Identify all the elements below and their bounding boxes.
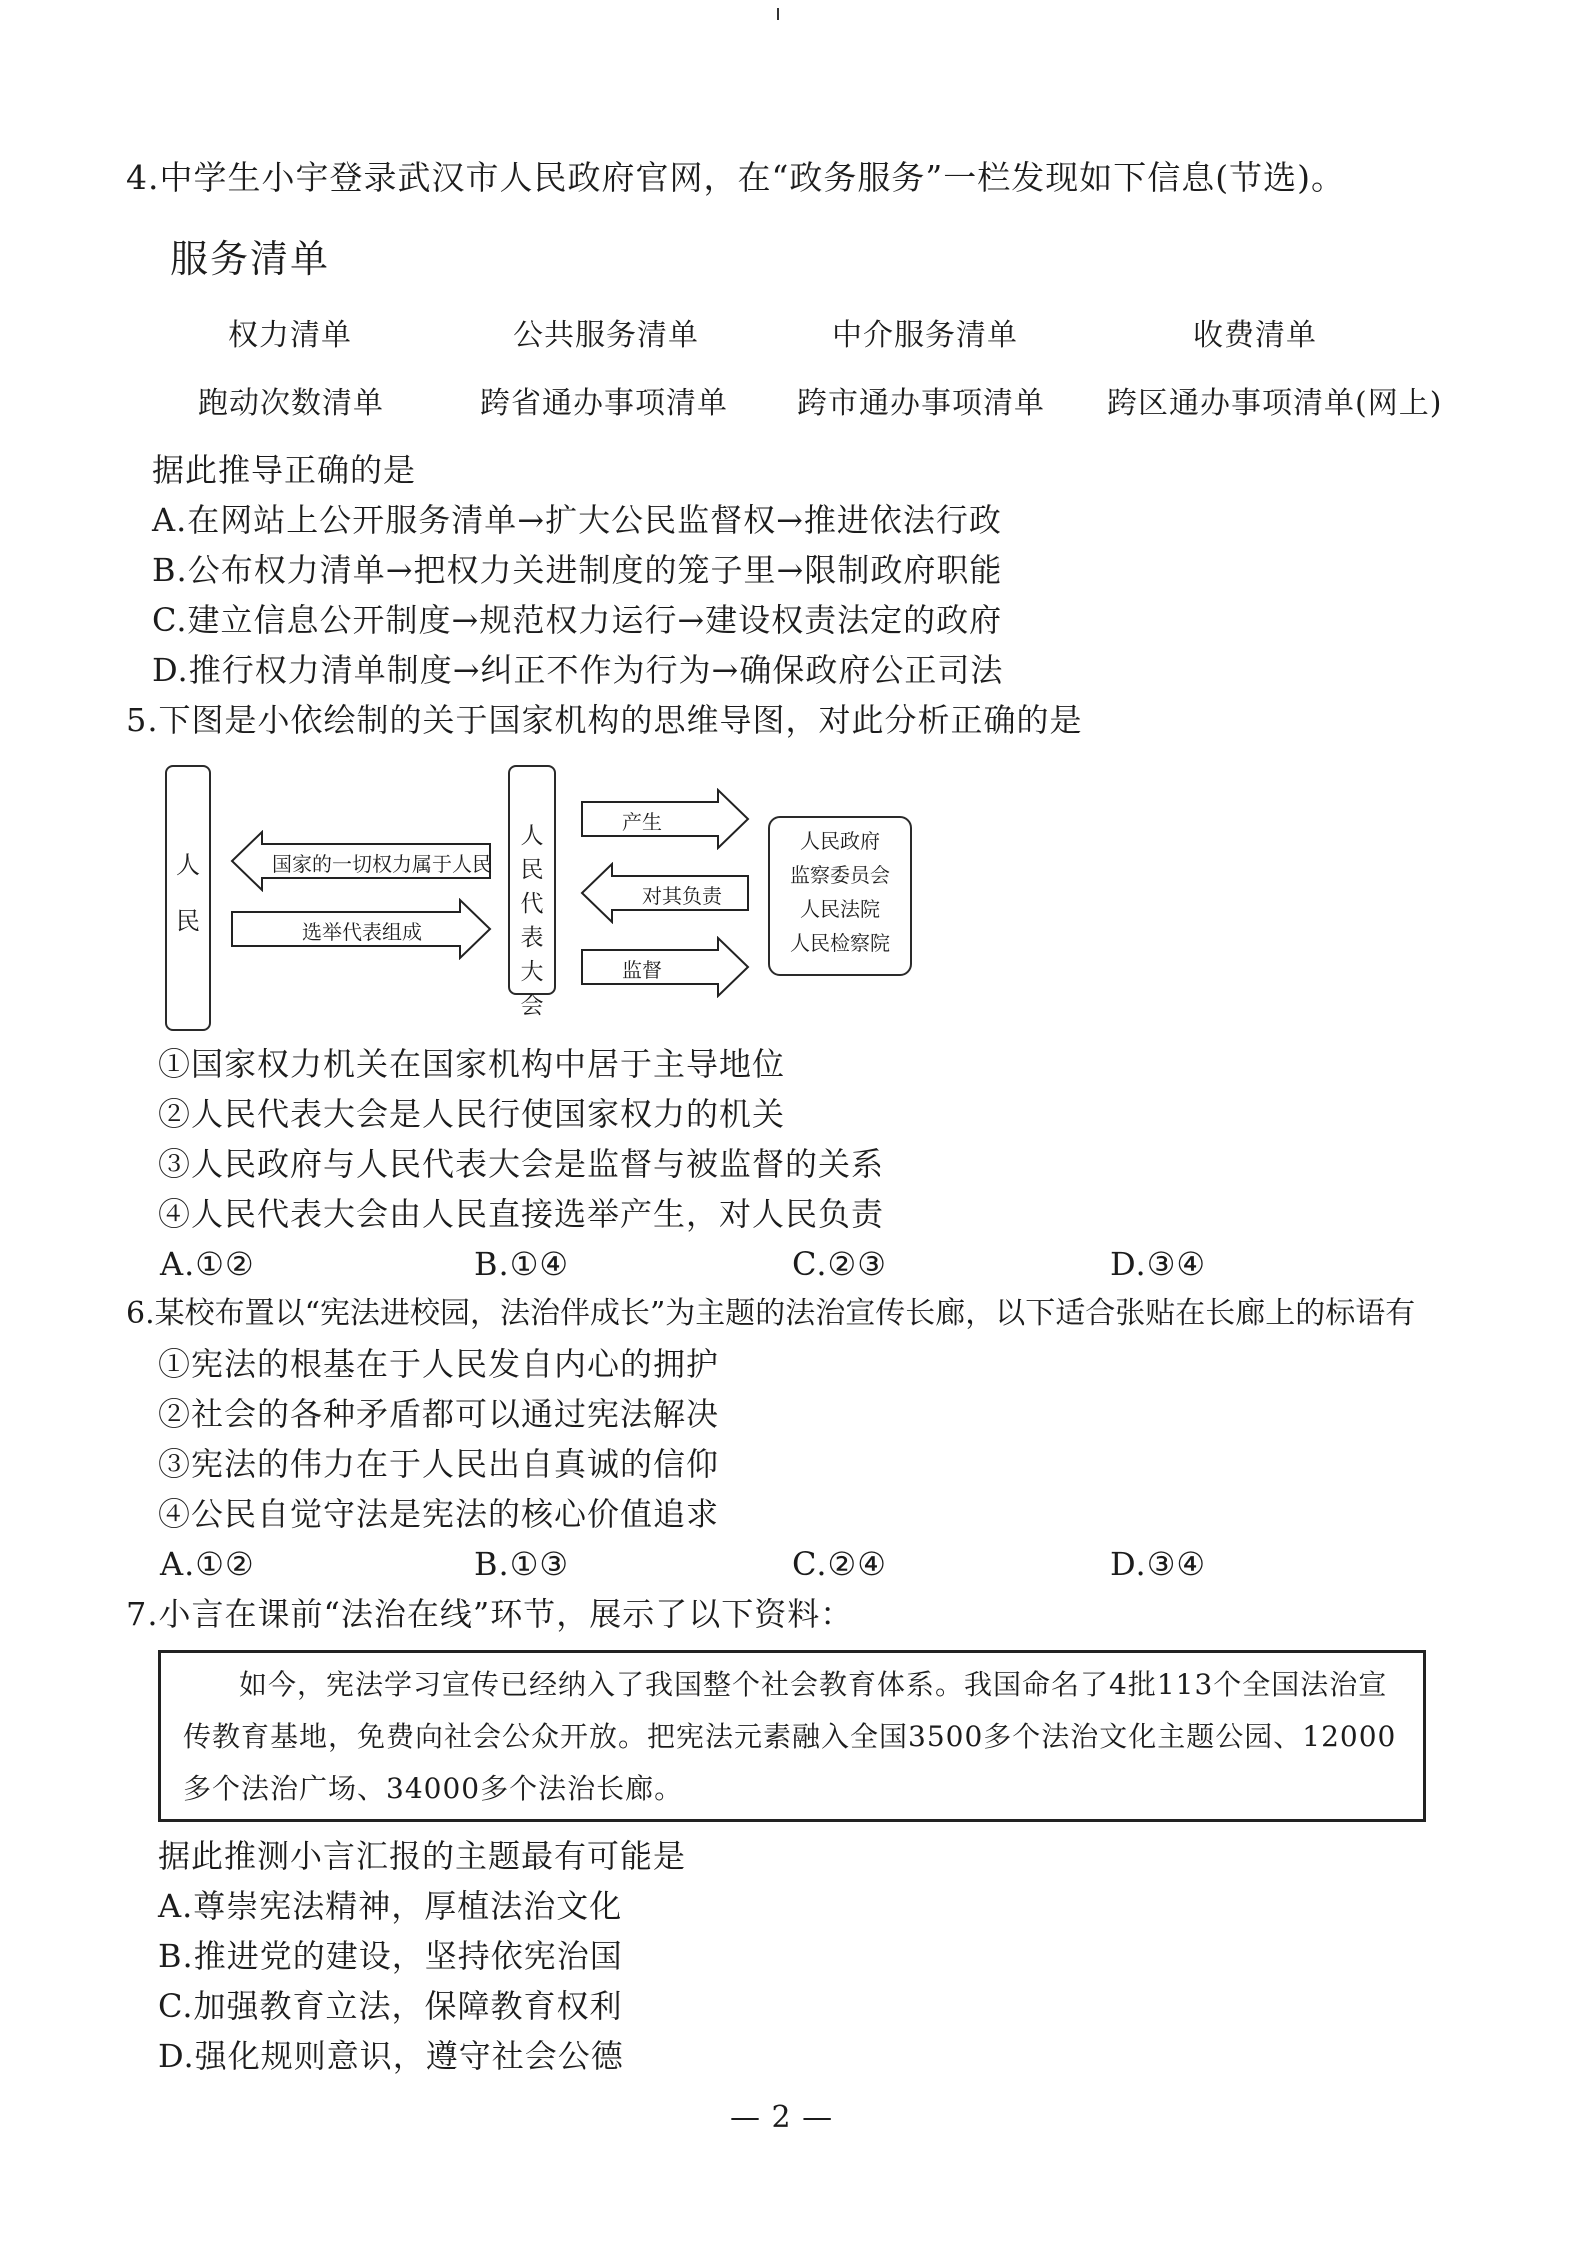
question-7-prompt: 据此推测小言汇报的主题最有可能是 xyxy=(158,1837,687,1875)
organ-item: 人民法院 xyxy=(800,897,880,921)
responsible-label: 对其负责 xyxy=(642,884,722,908)
question-6-choice-c: C.②④ xyxy=(792,1545,887,1583)
organ-item: 人民检察院 xyxy=(790,931,890,955)
question-6-choice-a: A.①② xyxy=(160,1545,255,1583)
congress-box xyxy=(508,765,556,1019)
question-4-prompt: 据此推导正确的是 xyxy=(152,451,417,489)
question-7-option-c: C.加强教育立法，保障教育权利 xyxy=(158,1987,623,2025)
service-item: 中介服务清单 xyxy=(832,318,1018,353)
question-6-statement: ④公民自觉守法是宪法的核心价值追求 xyxy=(158,1495,720,1533)
elect-representatives-arrow xyxy=(230,898,492,960)
state-organs-box xyxy=(768,816,912,976)
power-belongs-to-people-label: 国家的一切权力属于人民 xyxy=(272,852,492,876)
question-5-choice-b: B.①④ xyxy=(474,1245,570,1283)
service-item: 收费清单 xyxy=(1193,318,1317,353)
service-list-heading: 服务清单 xyxy=(170,237,331,281)
supervise-label: 监督 xyxy=(622,958,662,982)
question-7-option-d: D.强化规则意识，遵守社会公德 xyxy=(158,2037,624,2075)
congress-label: 人民代表大会 xyxy=(520,823,544,1019)
service-item: 跨市通办事项清单 xyxy=(797,386,1045,421)
people-box xyxy=(165,765,211,1031)
question-6-choice-b: B.①③ xyxy=(474,1545,570,1583)
elect-representatives-label: 选举代表组成 xyxy=(302,920,422,944)
supervise-arrow xyxy=(580,936,750,998)
question-5-stem: 5.下图是小依绘制的关于国家机构的思维导图，对此分析正确的是 xyxy=(126,701,1083,739)
service-item: 跨区通办事项清单(网上) xyxy=(1107,386,1443,421)
question-4-option-d: D.推行权力清单制度→纠正不作为行为→确保政府公正司法 xyxy=(152,651,1004,689)
question-5-statement: ①国家权力机关在国家机构中居于主导地位 xyxy=(158,1045,786,1083)
scan-mark xyxy=(777,8,779,20)
question-5-choice-a: A.①② xyxy=(160,1245,255,1283)
organ-item: 监察委员会 xyxy=(790,863,890,887)
service-item: 跨省通办事项清单 xyxy=(480,386,728,421)
question-6-choice-d: D.③④ xyxy=(1110,1545,1207,1583)
service-item: 跑动次数清单 xyxy=(198,386,384,421)
question-5-choice-c: C.②③ xyxy=(792,1245,887,1283)
question-5-statement: ④人民代表大会由人民直接选举产生，对人民负责 xyxy=(158,1195,885,1233)
organ-item: 人民政府 xyxy=(800,829,880,853)
page-number: — 2 — xyxy=(730,2100,834,2135)
produce-arrow xyxy=(580,788,750,850)
power-belongs-to-people-arrow xyxy=(230,830,492,892)
question-6-statement: ②社会的各种矛盾都可以通过宪法解决 xyxy=(158,1395,720,1433)
people-label: 人民 xyxy=(176,851,200,935)
responsible-arrow xyxy=(580,862,750,924)
question-7-stem: 7.小言在课前“法治在线”环节，展示了以下资料： xyxy=(126,1595,854,1633)
question-6-statement: ①宪法的根基在于人民发自内心的拥护 xyxy=(158,1345,720,1383)
mind-map-diagram xyxy=(160,760,920,1030)
question-4-stem: 4.中学生小宇登录武汉市人民政府官网，在“政务服务”一栏发现如下信息(节选)。 xyxy=(126,158,1345,197)
question-4-option-a: A.在网站上公开服务清单→扩大公民监督权→推进依法行政 xyxy=(152,501,1002,539)
service-item: 权力清单 xyxy=(228,318,352,353)
produce-label: 产生 xyxy=(622,810,662,834)
question-6-statement: ③宪法的伟力在于人民出自真诚的信仰 xyxy=(158,1445,720,1483)
question-7-option-b: B.推进党的建设，坚持依宪治国 xyxy=(158,1937,623,1975)
question-7-option-a: A.尊崇宪法精神，厚植法治文化 xyxy=(158,1887,623,1925)
question-5-statement: ③人民政府与人民代表大会是监督与被监督的关系 xyxy=(158,1145,885,1183)
question-6-stem: 6.某校布置以“宪法进校园，法治伴成长”为主题的法治宣传长廊，以下适合张贴在长廊上的标语有 xyxy=(126,1296,1416,1331)
question-4-option-b: B.公布权力清单→把权力关进制度的笼子里→限制政府职能 xyxy=(152,551,1003,589)
material-text: 如今，宪法学习宣传已经纳入了我国整个社会教育体系。我国命名了4批113个全国法治宣传教育基地，免费向社会公众开放。把宪法元素融入全国3500多个法治文化主题公园、12000多个法治广场、34000多个法治长廊。 xyxy=(183,1668,1397,1805)
question-5-choice-d: D.③④ xyxy=(1110,1245,1207,1283)
question-4-option-c: C.建立信息公开制度→规范权力运行→建设权责法定的政府 xyxy=(152,601,1003,639)
question-5-statement: ②人民代表大会是人民行使国家权力的机关 xyxy=(158,1095,786,1133)
material-box xyxy=(158,1650,1426,1822)
service-item: 公共服务清单 xyxy=(513,318,699,353)
